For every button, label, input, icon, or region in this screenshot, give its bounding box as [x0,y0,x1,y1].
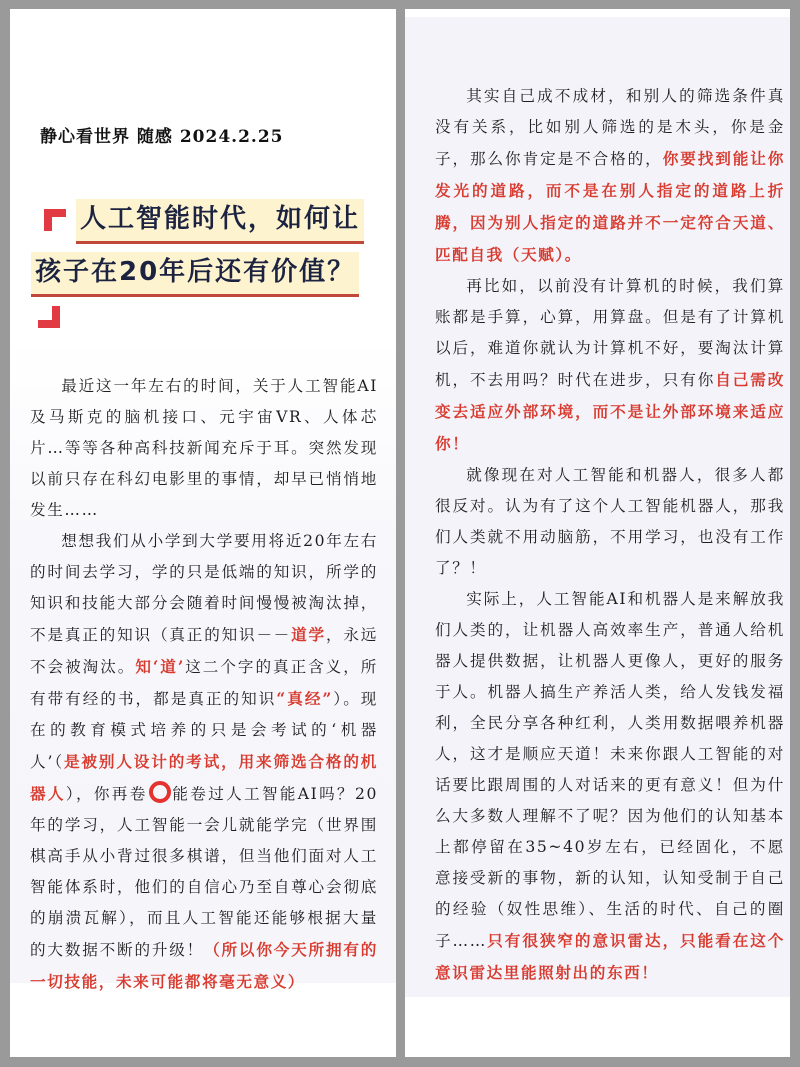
corner-bracket-top-left-icon [44,209,66,231]
highlighted-text: 自己需改变去适应外部环境，而不是让外部环境来适应你！ [435,370,785,453]
paragraph [435,271,785,460]
highlighted-text: 你要找到能让你发光的道路，而不是在别人指定的道路上折腾，因为别人指定的道路并不一定符合天道、匹配自我（天赋）。 [435,149,785,264]
body-text: ），你再卷 [65,785,148,803]
highlighted-text: “真经” [276,689,334,708]
right-page [405,9,790,1057]
body-text: 其实自己成不成材，和别人的筛选条件真没有关系，比如别人筛选的是木头，你是金子，那么你肯定是不合格的， [435,87,785,168]
body-text: 再比如，以前没有计算机的时候，我们算账都是手算，心算，用算盘。但是有了计算机以后，难道你就认为计算机不好，要淘汰计算机，不去用吗？时代在进步，只有你 [435,277,785,389]
highlighted-text: （所以你今天所拥有的一切技能，未来可能都将毫无意义） [30,940,378,991]
highlighted-text: 道学 [290,625,326,644]
body-text: 这二个字的真正含义，所有带有经的书，都是真正的知识 [30,658,378,708]
article-title-line-1: 人工智能时代，如何让 [76,199,364,244]
right-body-text [435,81,785,989]
body-text: 就像现在对人工智能和机器人，很多人都很反对。认为有了这个人工智能机器人，那我们人类就不用动脑筋，不用学习，也没有工作了？！ [435,466,785,577]
column-header: 静心看世界 随感 2024.2.25 [40,127,284,147]
body-text: 最近这一年左右的时间，关于人工智能AI及马斯克的脑机接口、元宇宙VR、人体芯片…等等各种高科技新闻充斥于耳。突然发现以前只存在科幻电影里的事情，却早已悄悄地发生…… [30,377,378,519]
paragraph [435,460,785,584]
paragraph [30,526,378,998]
paragraph [435,584,785,989]
highlighted-text: 只有很狭窄的意识雷达，只能看在这个意识雷达里能照射出的东西！ [435,931,785,982]
body-text: ，永远不会被淘汰。 [30,626,378,676]
red-circle-icon [149,781,171,803]
body-text: 想想我们从小学到大学要用将近20年左右的时间去学习，学的只是低端的知识，所学的知识和技能大部分会随着时间慢慢被淘汰掉，不是真正的知识（真正的知识－－ [30,532,378,644]
body-text: ）。现在的教育模式培养的只是会考试的‘机器人’（ [30,690,378,771]
highlighted-text: 是被别人设计的考试，用来筛选合格的机器人 [30,752,378,803]
corner-bracket-bottom-right-icon [38,306,60,328]
highlighted-text: 知‘道’ [135,657,185,676]
paragraph [435,81,785,271]
paragraph [30,371,378,526]
body-text: 能卷过人工智能AI吗？20年的学习，人工智能一会儿就能学完（世界围棋高手从小背过很多棋谱，但当他们面对人工智能体系时，他们的自信心乃至自尊心会彻底的崩溃瓦解），而且人工智能还能够根据大量的大数据不断的升级！ [30,785,379,959]
article-title-line-2: 孩子在20年后还有价值？ [31,252,359,297]
left-page [10,9,396,1057]
body-text: 实际上，人工智能AI和机器人是来解放我们人类的，让机器人高效率生产，普通人给机器人提供数据，让机器人更像人，更好的服务于人。机器人搞生产养活人类，给人发钱发福利，全民分享各种红利，人类用数据喂养机器人，这才是顺应天道！未来你跟人工智能的对话要比跟周围的人对话来的更有意义！但为什么大多数人理解不了呢？因为他们的认知基本上都停留在35~40岁左右，已经固化，不愿意接受新的事物，新的认知，认知受制于自己的经验（奴性思维）、生活的时代、自己的圈子…… [435,590,785,950]
left-body-text [30,371,378,998]
